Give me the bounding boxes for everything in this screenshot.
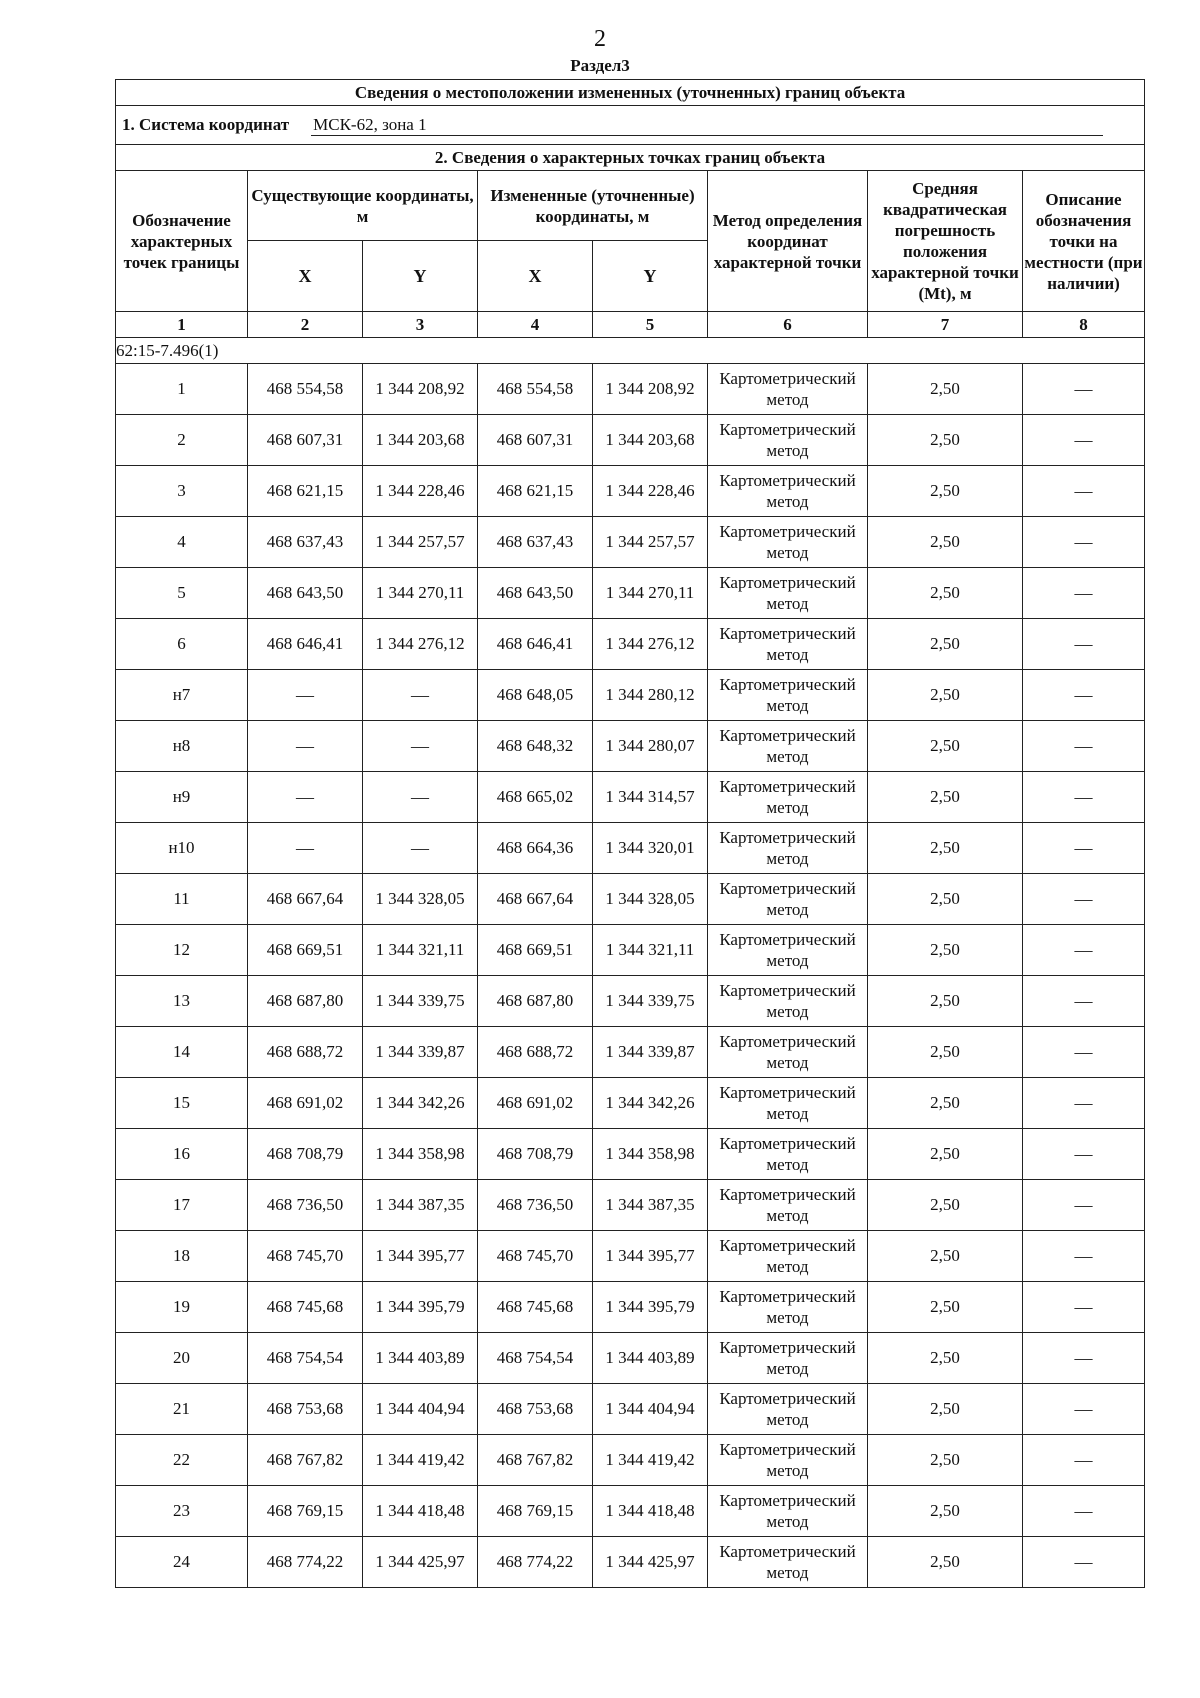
existing-y-cell: 1 344 418,48 [363,1486,478,1537]
existing-y-cell: 1 344 257,57 [363,517,478,568]
existing-x-cell: 468 554,58 [248,364,363,415]
method-cell: Картометрический метод [708,1027,868,1078]
changed-y-cell: 1 344 270,11 [593,568,708,619]
existing-x-cell: — [248,721,363,772]
existing-x-cell: 468 637,43 [248,517,363,568]
existing-y-cell: 1 344 270,11 [363,568,478,619]
changed-y-cell: 1 344 395,77 [593,1231,708,1282]
changed-y-cell: 1 344 320,01 [593,823,708,874]
existing-x-cell: 468 643,50 [248,568,363,619]
method-cell: Картометрический метод [708,1231,868,1282]
existing-x-cell: 468 708,79 [248,1129,363,1180]
header-existing-x: X [248,241,363,312]
existing-y-cell: 1 344 395,77 [363,1231,478,1282]
mean-error-cell: 2,50 [868,415,1023,466]
changed-y-cell: 1 344 387,35 [593,1180,708,1231]
point-number-cell: н10 [116,823,248,874]
mean-error-cell: 2,50 [868,874,1023,925]
changed-x-cell: 468 767,82 [478,1435,593,1486]
changed-x-cell: 468 669,51 [478,925,593,976]
column-number: 5 [593,312,708,338]
existing-y-cell: 1 344 276,12 [363,619,478,670]
existing-x-cell: 468 688,72 [248,1027,363,1078]
changed-x-cell: 468 769,15 [478,1486,593,1537]
changed-x-cell: 468 621,15 [478,466,593,517]
changed-x-cell: 468 736,50 [478,1180,593,1231]
method-cell: Картометрический метод [708,925,868,976]
point-number-cell: 22 [116,1435,248,1486]
point-number-cell: 17 [116,1180,248,1231]
existing-x-cell: 468 745,70 [248,1231,363,1282]
point-number-cell: 14 [116,1027,248,1078]
table-row [116,1027,1145,1078]
coord-system-row [116,106,1145,145]
mean-error-cell: 2,50 [868,466,1023,517]
point-number-cell: 1 [116,364,248,415]
changed-y-cell: 1 344 228,46 [593,466,708,517]
changed-y-cell: 1 344 257,57 [593,517,708,568]
changed-x-cell: 468 688,72 [478,1027,593,1078]
existing-y-cell: 1 344 328,05 [363,874,478,925]
point-number-cell: 12 [116,925,248,976]
method-cell: Картометрический метод [708,1486,868,1537]
point-number-cell: 23 [116,1486,248,1537]
table-row [116,1180,1145,1231]
existing-x-cell: 468 767,82 [248,1435,363,1486]
method-cell: Картометрический метод [708,670,868,721]
table-row [116,415,1145,466]
method-cell: Картометрический метод [708,1129,868,1180]
column-number: 1 [116,312,248,338]
point-number-cell: 4 [116,517,248,568]
existing-x-cell: — [248,772,363,823]
description-cell: — [1023,1231,1145,1282]
coord-system-label: 1. Система координат [122,114,290,134]
description-cell: — [1023,568,1145,619]
mean-error-cell: 2,50 [868,1231,1023,1282]
point-number-cell: 6 [116,619,248,670]
point-number-cell: 5 [116,568,248,619]
header-changed: Измененные (уточненные) координаты, м [478,171,708,241]
method-cell: Картометрический метод [708,823,868,874]
point-number-cell: 24 [116,1537,248,1588]
changed-y-cell: 1 344 419,42 [593,1435,708,1486]
existing-x-cell: 468 769,15 [248,1486,363,1537]
existing-y-cell: 1 344 425,97 [363,1537,478,1588]
changed-y-cell: 1 344 276,12 [593,619,708,670]
existing-x-cell: 468 736,50 [248,1180,363,1231]
method-cell: Картометрический метод [708,1537,868,1588]
existing-y-cell: 1 344 339,87 [363,1027,478,1078]
table-row [116,1384,1145,1435]
parcel-number: 62:15-7.496(1) [116,338,1145,364]
description-cell: — [1023,1078,1145,1129]
method-cell: Картометрический метод [708,466,868,517]
mean-error-cell: 2,50 [868,568,1023,619]
changed-y-cell: 1 344 280,12 [593,670,708,721]
changed-y-cell: 1 344 403,89 [593,1333,708,1384]
header-description: Описание обозначения точки на местности (при наличии) [1023,171,1145,312]
mean-error-cell: 2,50 [868,1282,1023,1333]
method-cell: Картометрический метод [708,1180,868,1231]
point-number-cell: 19 [116,1282,248,1333]
header-error: Средняя квадратическая погрешность положения характерной точки (Mt), м [868,171,1023,312]
table-row [116,1537,1145,1588]
existing-x-cell: 468 745,68 [248,1282,363,1333]
changed-y-cell: 1 344 203,68 [593,415,708,466]
changed-x-cell: 468 691,02 [478,1078,593,1129]
table-row [116,1435,1145,1486]
existing-x-cell: — [248,670,363,721]
table-row [116,772,1145,823]
changed-y-cell: 1 344 208,92 [593,364,708,415]
header-method: Метод определения координат характерной точки [708,171,868,312]
description-cell: — [1023,1129,1145,1180]
description-cell: — [1023,1180,1145,1231]
column-number: 2 [248,312,363,338]
changed-x-cell: 468 637,43 [478,517,593,568]
header-existing-y: Y [363,241,478,312]
table-row [116,1333,1145,1384]
mean-error-cell: 2,50 [868,670,1023,721]
table-banner: Сведения о местоположении измененных (уточненных) границ объекта [116,80,1145,106]
description-cell: — [1023,466,1145,517]
method-cell: Картометрический метод [708,619,868,670]
changed-y-cell: 1 344 404,94 [593,1384,708,1435]
table-row [116,568,1145,619]
description-cell: — [1023,874,1145,925]
point-number-cell: 20 [116,1333,248,1384]
existing-y-cell: 1 344 208,92 [363,364,478,415]
changed-x-cell: 468 554,58 [478,364,593,415]
changed-x-cell: 468 648,32 [478,721,593,772]
existing-x-cell: 468 687,80 [248,976,363,1027]
description-cell: — [1023,670,1145,721]
mean-error-cell: 2,50 [868,1180,1023,1231]
description-cell: — [1023,1282,1145,1333]
description-cell: — [1023,619,1145,670]
points-banner: 2. Сведения о характерных точках границ объекта [116,145,1145,171]
existing-y-cell: 1 344 419,42 [363,1435,478,1486]
table-row [116,619,1145,670]
changed-x-cell: 468 643,50 [478,568,593,619]
column-number: 6 [708,312,868,338]
section-title: Раздел3 [570,56,630,75]
mean-error-cell: 2,50 [868,1027,1023,1078]
mean-error-cell: 2,50 [868,1384,1023,1435]
page-number: 2 [594,26,606,52]
mean-error-cell: 2,50 [868,976,1023,1027]
description-cell: — [1023,772,1145,823]
coord-system-value: МСК-62, зона 1 [311,115,1103,136]
table-row [116,721,1145,772]
description-cell: — [1023,1435,1145,1486]
description-cell: — [1023,1027,1145,1078]
changed-x-cell: 468 607,31 [478,415,593,466]
table-row [116,466,1145,517]
changed-x-cell: 468 687,80 [478,976,593,1027]
point-number-cell: н9 [116,772,248,823]
table-row [116,1231,1145,1282]
changed-x-cell: 468 774,22 [478,1537,593,1588]
method-cell: Картометрический метод [708,568,868,619]
mean-error-cell: 2,50 [868,1435,1023,1486]
method-cell: Картометрический метод [708,1384,868,1435]
point-number-cell: н7 [116,670,248,721]
table-row [116,925,1145,976]
description-cell: — [1023,976,1145,1027]
changed-y-cell: 1 344 358,98 [593,1129,708,1180]
changed-x-cell: 468 753,68 [478,1384,593,1435]
existing-y-cell: 1 344 342,26 [363,1078,478,1129]
mean-error-cell: 2,50 [868,517,1023,568]
existing-y-cell: 1 344 339,75 [363,976,478,1027]
mean-error-cell: 2,50 [868,925,1023,976]
existing-y-cell: 1 344 404,94 [363,1384,478,1435]
changed-y-cell: 1 344 425,97 [593,1537,708,1588]
header-changed-y: Y [593,241,708,312]
changed-x-cell: 468 664,36 [478,823,593,874]
existing-y-cell: 1 344 358,98 [363,1129,478,1180]
description-cell: — [1023,823,1145,874]
mean-error-cell: 2,50 [868,619,1023,670]
existing-y-cell: 1 344 387,35 [363,1180,478,1231]
existing-y-cell: 1 344 228,46 [363,466,478,517]
existing-x-cell: 468 753,68 [248,1384,363,1435]
table-row [116,976,1145,1027]
mean-error-cell: 2,50 [868,1333,1023,1384]
header-existing: Существующие координаты, м [248,171,478,241]
existing-y-cell: 1 344 203,68 [363,415,478,466]
method-cell: Картометрический метод [708,517,868,568]
changed-y-cell: 1 344 418,48 [593,1486,708,1537]
description-cell: — [1023,721,1145,772]
point-number-cell: 21 [116,1384,248,1435]
changed-y-cell: 1 344 328,05 [593,874,708,925]
mean-error-cell: 2,50 [868,1129,1023,1180]
description-cell: — [1023,1537,1145,1588]
changed-y-cell: 1 344 395,79 [593,1282,708,1333]
boundary-points-table [115,79,1145,1588]
description-cell: — [1023,517,1145,568]
mean-error-cell: 2,50 [868,772,1023,823]
changed-x-cell: 468 648,05 [478,670,593,721]
point-number-cell: 11 [116,874,248,925]
table-row [116,1282,1145,1333]
existing-y-cell: 1 344 321,11 [363,925,478,976]
point-number-cell: 16 [116,1129,248,1180]
method-cell: Картометрический метод [708,364,868,415]
existing-y-cell: — [363,721,478,772]
mean-error-cell: 2,50 [868,721,1023,772]
mean-error-cell: 2,50 [868,1537,1023,1588]
existing-x-cell: 468 669,51 [248,925,363,976]
changed-x-cell: 468 667,64 [478,874,593,925]
description-cell: — [1023,1486,1145,1537]
method-cell: Картометрический метод [708,721,868,772]
changed-y-cell: 1 344 321,11 [593,925,708,976]
changed-y-cell: 1 344 339,75 [593,976,708,1027]
description-cell: — [1023,1333,1145,1384]
changed-y-cell: 1 344 342,26 [593,1078,708,1129]
table-row [116,670,1145,721]
existing-x-cell: 468 667,64 [248,874,363,925]
changed-x-cell: 468 665,02 [478,772,593,823]
description-cell: — [1023,364,1145,415]
table-row [116,1486,1145,1537]
existing-y-cell: 1 344 403,89 [363,1333,478,1384]
point-number-cell: 13 [116,976,248,1027]
method-cell: Картометрический метод [708,1282,868,1333]
existing-x-cell: — [248,823,363,874]
column-number: 7 [868,312,1023,338]
point-number-cell: н8 [116,721,248,772]
changed-x-cell: 468 745,68 [478,1282,593,1333]
changed-x-cell: 468 754,54 [478,1333,593,1384]
method-cell: Картометрический метод [708,772,868,823]
description-cell: — [1023,415,1145,466]
method-cell: Картометрический метод [708,415,868,466]
column-number: 3 [363,312,478,338]
method-cell: Картометрический метод [708,1435,868,1486]
table-row [116,874,1145,925]
existing-x-cell: 468 691,02 [248,1078,363,1129]
mean-error-cell: 2,50 [868,1486,1023,1537]
changed-y-cell: 1 344 339,87 [593,1027,708,1078]
table-row [116,517,1145,568]
changed-x-cell: 468 745,70 [478,1231,593,1282]
mean-error-cell: 2,50 [868,1078,1023,1129]
existing-y-cell: 1 344 395,79 [363,1282,478,1333]
point-number-cell: 3 [116,466,248,517]
column-number: 4 [478,312,593,338]
changed-x-cell: 468 708,79 [478,1129,593,1180]
existing-x-cell: 468 774,22 [248,1537,363,1588]
method-cell: Картометрический метод [708,874,868,925]
description-cell: — [1023,925,1145,976]
point-number-cell: 18 [116,1231,248,1282]
existing-x-cell: 468 754,54 [248,1333,363,1384]
point-number-cell: 2 [116,415,248,466]
changed-y-cell: 1 344 280,07 [593,721,708,772]
table-row [116,1078,1145,1129]
existing-y-cell: — [363,823,478,874]
description-cell: — [1023,1384,1145,1435]
existing-y-cell: — [363,670,478,721]
method-cell: Картометрический метод [708,1078,868,1129]
column-number: 8 [1023,312,1145,338]
table-row [116,364,1145,415]
header-changed-x: X [478,241,593,312]
table-row [116,823,1145,874]
method-cell: Картометрический метод [708,976,868,1027]
changed-x-cell: 468 646,41 [478,619,593,670]
changed-y-cell: 1 344 314,57 [593,772,708,823]
header-designation: Обозначение характерных точек границы [116,171,248,312]
existing-x-cell: 468 621,15 [248,466,363,517]
mean-error-cell: 2,50 [868,823,1023,874]
point-number-cell: 15 [116,1078,248,1129]
existing-x-cell: 468 607,31 [248,415,363,466]
method-cell: Картометрический метод [708,1333,868,1384]
existing-x-cell: 468 646,41 [248,619,363,670]
mean-error-cell: 2,50 [868,364,1023,415]
existing-y-cell: — [363,772,478,823]
table-row [116,1129,1145,1180]
